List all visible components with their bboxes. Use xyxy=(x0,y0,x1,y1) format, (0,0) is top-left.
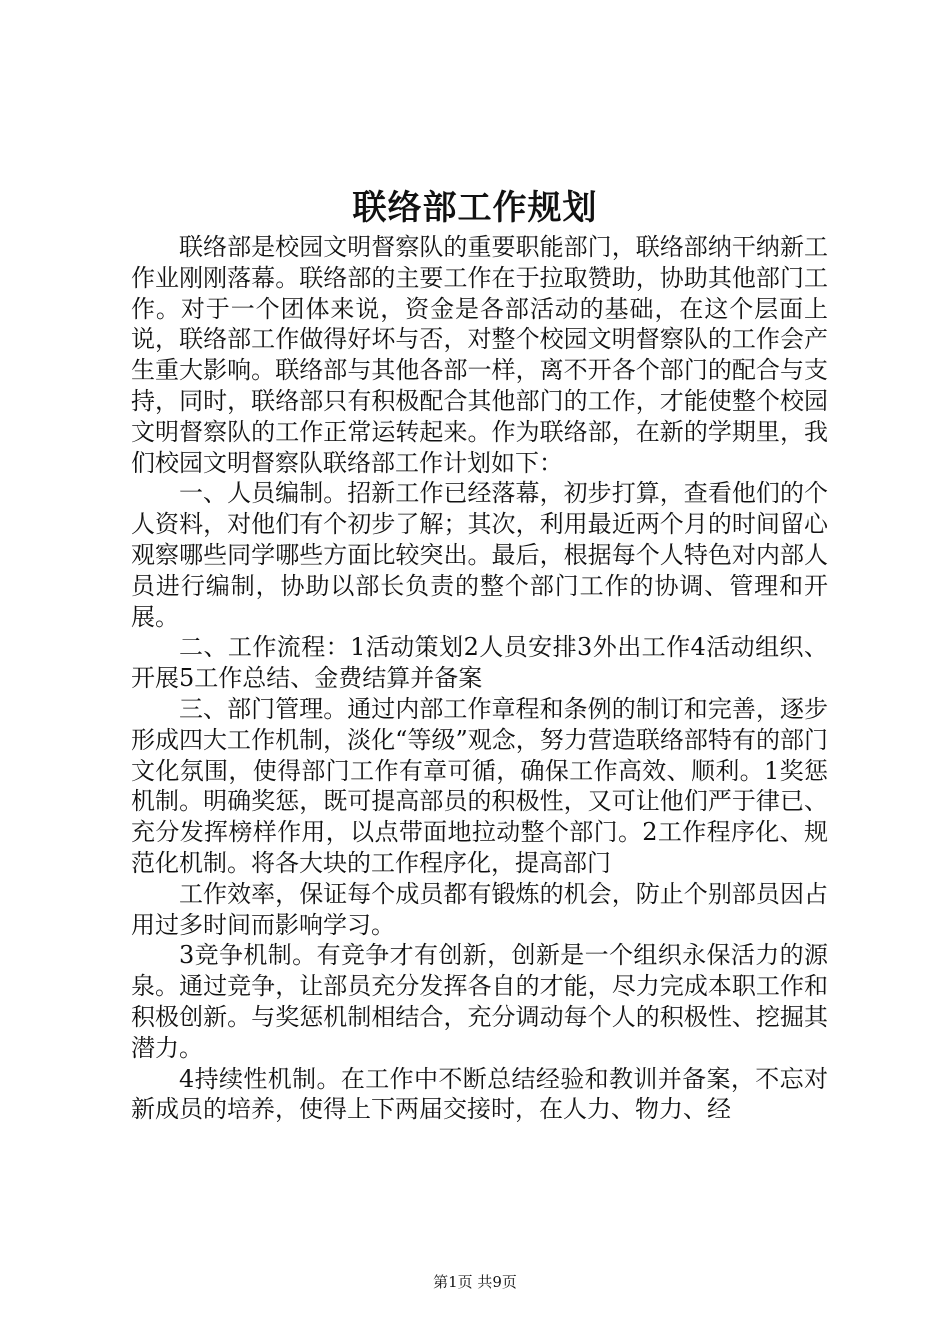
paragraph-staffing: 一、人员编制。招新工作已经落幕，初步打算，查看他们的个人资料，对他们有个初步了解；其次，利用最近两个月的时间留心观察哪些同学哪些方面比较突出。最后，根据每个人特色对内部人员进行编制，协助以部长负责的整个部门工作的协调、管理和开展。 xyxy=(131,479,828,631)
paragraph-intro: 联络部是校园文明督察队的重要职能部门，联络部纳干纳新工作业刚刚落幕。联络部的主要工作在于拉取赞助，协助其他部门工作。对于一个团体来说，资金是各部活动的基础，在这个层面上说，联络部工作做得好坏与否，对整个校园文明督察队的工作会产生重大影响。联络部与其他各部一样，离不开各个部门的配合与支持，同时，联络部只有积极配合其他部门的工作，才能使整个校园文明督察队的工作正常运转起来。作为联络部，在新的学期里，我们校园文明督察队联络部工作计划如下： xyxy=(131,233,828,477)
paragraph-continuity: 4持续性机制。在工作中不断总结经验和教训并备案，不忘对新成员的培养，使得上下两届交接时，在人力、物力、经 xyxy=(131,1064,828,1124)
paragraph-workflow: 二、工作流程：1活动策划2人员安排3外出工作4活动组织、开展5工作总结、金费结算并备案 xyxy=(131,633,828,693)
document-body xyxy=(131,232,828,1125)
paragraph-efficiency: 工作效率，保证每个成员都有锻炼的机会，防止个别部员因占用过多时间而影响学习。 xyxy=(131,879,828,939)
page-number-footer: 第1页 共9页 xyxy=(433,1273,517,1291)
paragraph-competition: 3竞争机制。有竞争才有创新，创新是一个组织永保活力的源泉。通过竞争，让部员充分发挥各自的才能，尽力完成本职工作和积极创新。与奖惩机制相结合，充分调动每个人的积极性、挖掘其潜力。 xyxy=(131,941,828,1062)
paragraph-management: 三、部门管理。通过内部工作章程和条例的制订和完善，逐步形成四大工作机制，淡化“等级”观念，努力营造联络部特有的部门文化氛围，使得部门工作有章可循，确保工作高效、顺利。1奖惩机制。明确奖惩，既可提高部员的积极性，又可让他们严于律已、充分发挥榜样作用，以点带面地拉动整个部门。2工作程序化、规范化机制。将各大块的工作程序化，提高部门 xyxy=(131,694,828,877)
document-title: 联络部工作规划 xyxy=(352,188,598,228)
